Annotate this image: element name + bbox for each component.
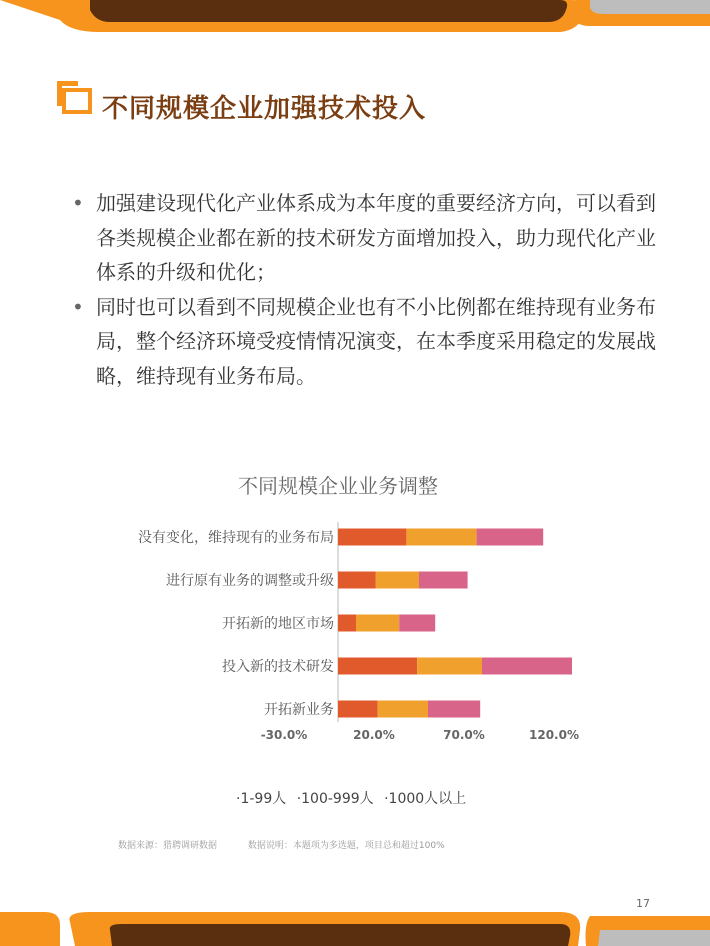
bar-segment-3 [428, 701, 480, 718]
bar-segment-2 [378, 701, 428, 718]
bullet-item [70, 290, 660, 394]
chart-legend [236, 788, 472, 808]
bottom-right-orange-band [586, 916, 710, 946]
top-orange-band [0, 0, 586, 32]
top-right-grey-band [590, 0, 710, 14]
bottom-left-orange-band [0, 912, 60, 946]
page-number: 17 [636, 897, 650, 910]
category-label: 进行原有业务的调整或升级 [166, 573, 334, 589]
bullet-item [70, 186, 660, 290]
data-source: 数据来源：猎聘调研数据 [118, 841, 218, 851]
bar-segment-2 [376, 572, 419, 589]
bar-segment-1 [338, 572, 376, 589]
category-label: 没有变化，维持现有的业务布局 [138, 530, 334, 546]
legend-item-1-99: ·1-99人 [236, 791, 287, 807]
bullet-text: 加强建设现代化产业体系成为本年度的重要经济方向，可以看到各类规模企业都在新的技术研发方面增加投入，助力现代化产业体系的升级和优化； [96, 191, 656, 284]
bar-segment-3 [399, 615, 435, 632]
bullet-marker: • [72, 294, 84, 319]
stacked-bar-chart [0, 510, 710, 750]
bar-segment-1 [338, 615, 356, 632]
bar-segment-2 [356, 615, 399, 632]
bottom-right-grey-band [598, 930, 710, 946]
bar-segment-3 [482, 658, 572, 675]
top-dark-band [90, 0, 567, 22]
bullet-list [70, 186, 660, 393]
category-label: 开拓新业务 [264, 702, 334, 718]
category-label: 开拓新的地区市场 [222, 616, 334, 632]
bullet-marker: • [72, 191, 84, 215]
square-frame-icon [54, 78, 94, 118]
footnote [118, 838, 473, 851]
bar-segment-1 [338, 701, 378, 718]
bullet-text: 同时也可以看到不同规模企业也有不小比例都在维持现有业务布局，整个经济环境受疫情情况演变，在本季度采用稳定的发展战略，维持现有业务布局。 [96, 294, 656, 388]
bar-segment-2 [406, 529, 476, 546]
x-tick-label: 20.0% [353, 728, 395, 742]
bar-segment-1 [338, 658, 417, 675]
x-tick-label: 70.0% [443, 728, 485, 742]
page-title: 不同规模企业加强技术投入 [102, 94, 427, 124]
category-label: 投入新的技术研发 [222, 659, 334, 675]
legend-item-100-999: ·100-999人 [296, 791, 374, 807]
bar-segment-2 [417, 658, 482, 675]
bar-segment-3 [477, 529, 544, 546]
x-tick-label: 120.0% [529, 728, 579, 742]
bar-segment-1 [338, 529, 406, 546]
top-right-orange-band [575, 0, 710, 26]
legend-item-1000-plus: ·1000人以上 [384, 791, 467, 807]
bottom-orange-band [69, 912, 580, 946]
bottom-dark-band [110, 924, 571, 946]
bar-segment-3 [419, 572, 468, 589]
chart-title: 不同规模企业业务调整 [238, 474, 438, 498]
x-tick-label: -30.0% [260, 728, 308, 742]
data-note: 数据说明：本题项为多选题，项目总和超过100% [247, 841, 445, 851]
